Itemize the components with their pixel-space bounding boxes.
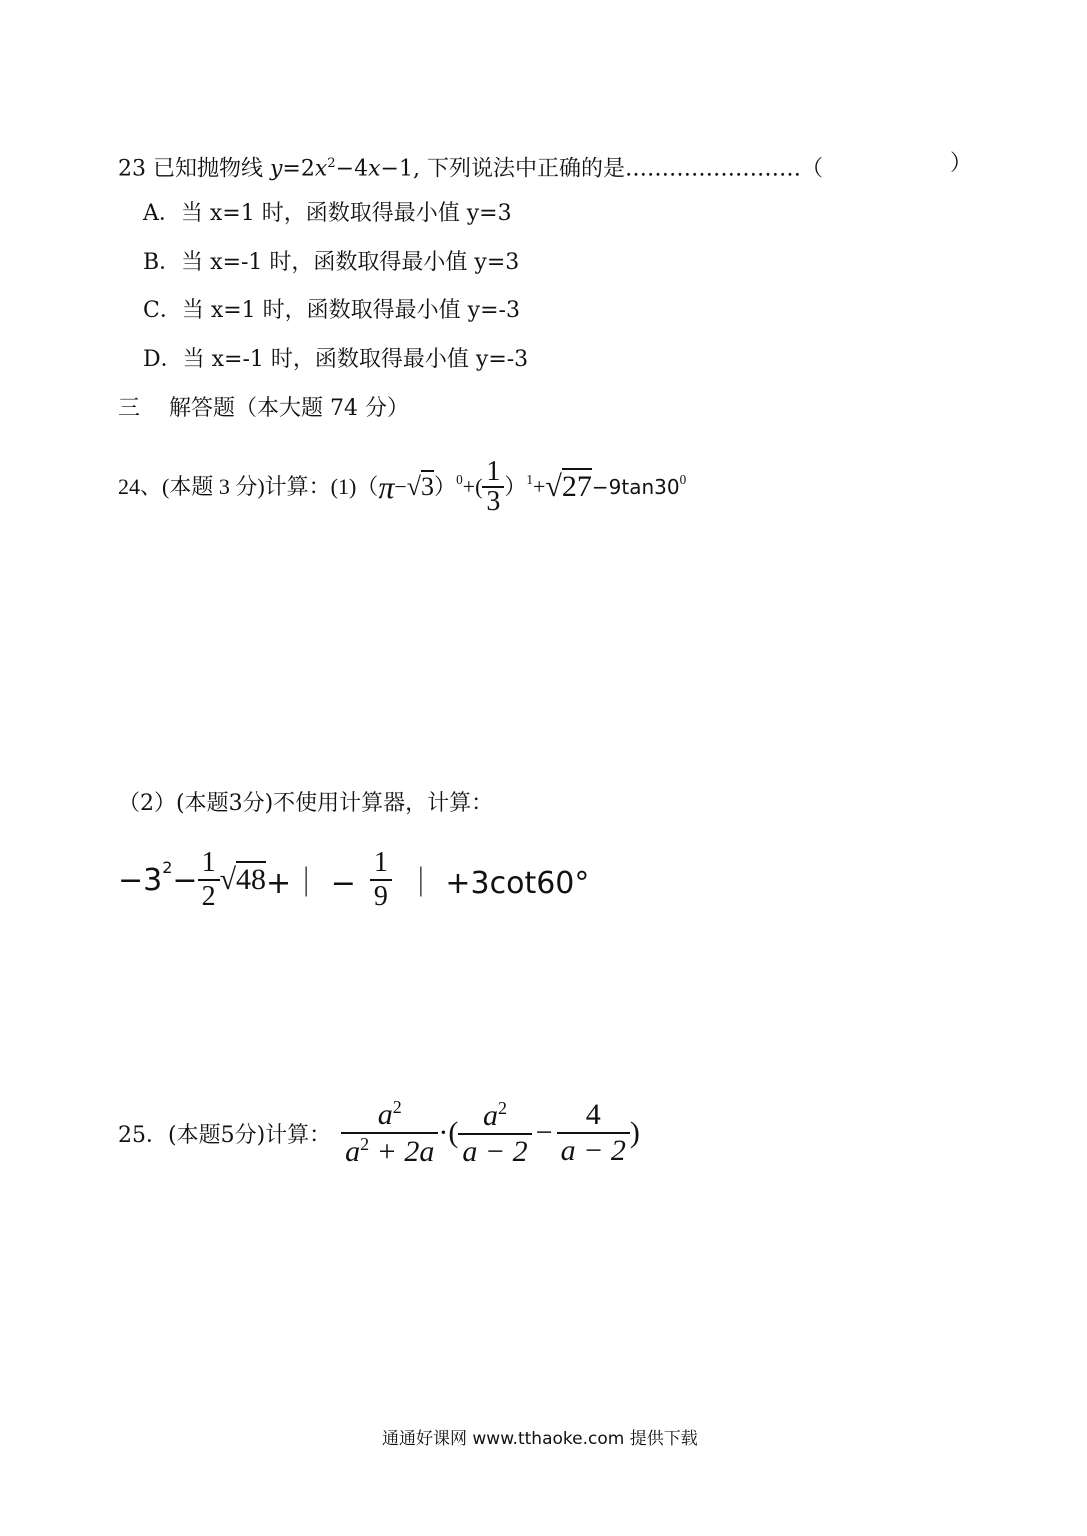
q23-option-b: B．当 x=-1 时，函数取得最小值 y=3: [143, 250, 520, 275]
q24-sup0: 0: [456, 472, 463, 487]
q25-minus: −: [535, 1116, 553, 1149]
q25-dot: ·(: [438, 1116, 459, 1149]
q24-label: 24、(本题 3 分)计算：(1)（: [118, 474, 379, 499]
q23-tail: −1, 下列说法中正确的是: [380, 156, 625, 182]
q24-sup1: 1: [526, 472, 533, 487]
page-footer: 通通好课网 www.tthaoke.com 提供下载: [382, 1429, 698, 1449]
q25-fraction-1: [341, 1097, 438, 1169]
q25-f1-den-rest: + 2a: [369, 1135, 435, 1168]
q24-plus2: +: [533, 474, 546, 499]
q23-var-x1: x: [314, 156, 328, 182]
q23-sup: 2: [327, 156, 336, 171]
q25-fraction-3: [557, 1098, 630, 1168]
q23-option-a: A．当 x=1 时，函数取得最小值 y=3: [143, 201, 512, 226]
q24-part1: [118, 452, 686, 522]
q24-sqrt27-radicand: 27: [561, 470, 592, 503]
q24b-label: （2）(本题3分)不使用计算器，计算：: [118, 791, 494, 816]
q24-fraction-1-3: [482, 458, 504, 516]
q25-f2-den: a − 2: [462, 1134, 528, 1168]
q24-tail: −9tan30: [591, 475, 680, 499]
q25-f2-num-a: a: [483, 1098, 499, 1132]
q24-close1: ）: [504, 474, 527, 499]
q24-plus1: +(: [462, 474, 483, 499]
q23-stem-prefix: 23 已知抛物线: [118, 156, 270, 182]
q24-sqrt27: √27: [545, 470, 592, 503]
q25-f1-num-sup: 2: [392, 1097, 402, 1117]
q24b-frac-num: 1: [198, 847, 220, 881]
q25-label: 25．(本题5分)计算：: [118, 1122, 332, 1148]
q24b-expression: [118, 840, 589, 920]
q24b-sup2: 2: [162, 858, 173, 877]
q24b-sqrt48: √48: [219, 863, 267, 896]
q25-f1-num-a: a: [377, 1098, 393, 1131]
section3-heading: [118, 395, 409, 423]
q24b-fraction-1-9: [370, 847, 392, 913]
q23-stem: [118, 150, 823, 183]
q25-f1-den-a: a: [345, 1135, 361, 1168]
q23-option-d: D．当 x=-1 时，函数取得最小值 y=-3: [143, 347, 529, 372]
q24-minus: −: [394, 474, 407, 499]
q23-var-y: y: [269, 156, 283, 182]
q25-f1-num: [341, 1097, 438, 1134]
q25-f2-num-sup: 2: [498, 1097, 508, 1118]
q25-f1-den: [341, 1134, 438, 1169]
q25-expression: [118, 1088, 640, 1178]
q23-option-c: C．当 x=1 时，函数取得最小值 y=-3: [143, 298, 520, 323]
q23-dots: ……………………（: [624, 156, 823, 182]
q23-var-x2: x: [368, 156, 381, 182]
q24b-t3: +｜ −: [266, 866, 356, 901]
q24-close0: ）: [434, 474, 457, 499]
q25-f3-den: a − 2: [560, 1134, 626, 1167]
q25-f3-num: 4: [557, 1098, 630, 1134]
q24b-frac2-num: 1: [370, 847, 392, 881]
q24b-t1: −3: [118, 862, 163, 898]
q24b-t2: −: [172, 862, 198, 898]
q24b-t4: ｜ +3cot60°: [405, 866, 590, 901]
q23-eq: =2: [282, 156, 315, 182]
q24-frac-num: 1: [482, 458, 504, 488]
q25-fraction-2: [458, 1098, 531, 1169]
q24-pi: π: [378, 469, 395, 505]
q25-close: ): [629, 1116, 640, 1149]
section3-title: 解答题（本大题 74 分）: [169, 396, 409, 421]
q24-sup-deg: 0: [679, 472, 687, 487]
q25-f1-den-sup: 2: [360, 1134, 370, 1154]
q24-frac-den: 3: [486, 486, 501, 517]
q23-answer-close: ）: [950, 151, 973, 176]
q23-mid: −4: [335, 156, 369, 182]
q24b-frac2-den: 9: [373, 881, 388, 912]
q25-f2-num: [458, 1098, 531, 1135]
section3-num: 三: [118, 396, 141, 421]
q24b-sqrt48-radicand: 48: [236, 863, 267, 896]
q24b-frac-den: 2: [201, 881, 216, 912]
q24-sqrt3: √3: [406, 472, 435, 501]
q24-sqrt3-radicand: 3: [421, 472, 435, 501]
q24b-fraction-1-2: [198, 847, 220, 913]
